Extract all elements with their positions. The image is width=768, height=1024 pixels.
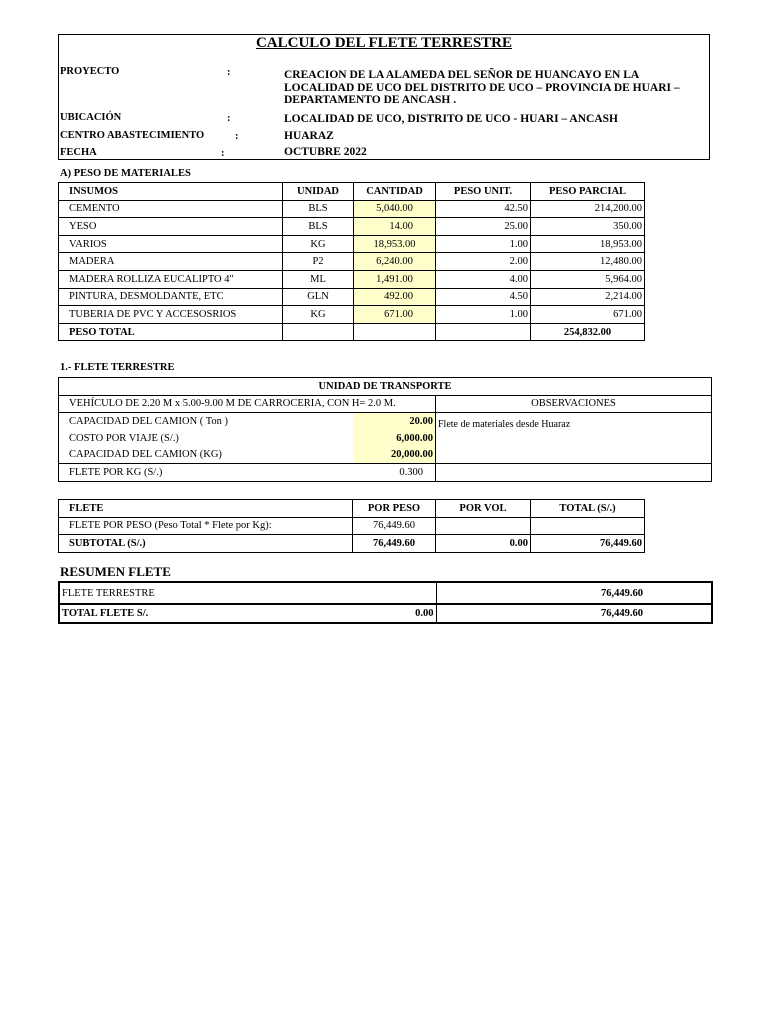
unidad-transporte-row (59, 378, 712, 396)
subtotal-total: 76,449.60 (531, 535, 645, 553)
capacidad-ton-label: CAPACIDAD DEL CAMION ( Ton ) (59, 413, 353, 430)
flete-terrestre-section-title: 1.- FLETE TERRESTRE (60, 362, 175, 373)
unidad-cell: KG (283, 235, 354, 253)
flete-kg-label: FLETE POR KG (S/.) (59, 463, 353, 481)
table-row (59, 270, 645, 288)
resumen-total-mid: 0.00 (415, 607, 434, 619)
resumen-total-cell (59, 604, 436, 623)
unidad-cell: P2 (283, 253, 354, 271)
capacidad-ton-value: 20.00 (353, 413, 436, 430)
cantidad-cell: 6,240.00 (354, 253, 436, 271)
table-row (59, 253, 645, 271)
empty-cell (436, 517, 531, 535)
peso-parcial-cell: 18,953.00 (531, 235, 645, 253)
centro-value: HUARAZ (284, 130, 334, 142)
peso-parcial-cell: 2,214.00 (531, 288, 645, 306)
unidad-transporte-header: UNIDAD DE TRANSPORTE (59, 378, 712, 396)
peso-total-row (59, 323, 645, 341)
table-row (59, 235, 645, 253)
proyecto-colon: : (227, 67, 231, 78)
empty-cell (283, 323, 354, 341)
col-header-por-vol: POR VOL (436, 500, 531, 518)
materiales-table (58, 182, 645, 341)
table-row (59, 218, 645, 236)
cantidad-cell: 5,040.00 (354, 200, 436, 218)
table-row (59, 306, 645, 324)
costo-viaje-value: 6,000.00 (353, 430, 436, 447)
capacidad-ton-row (59, 413, 712, 430)
empty-cell (354, 323, 436, 341)
cantidad-cell: 1,491.00 (354, 270, 436, 288)
vehiculo-description: VEHÍCULO DE 2.20 M x 5.00-9.00 M DE CARROCERIA, CON H= 2.0 M. (59, 395, 436, 413)
centro-label: CENTRO ABASTECIMIENTO (60, 130, 205, 141)
observaciones-header: OBSERVACIONES (436, 395, 712, 413)
centro-colon: : (235, 131, 239, 142)
col-header-cantidad: CANTIDAD (354, 183, 436, 201)
resumen-total-label: TOTAL FLETE S/. (62, 607, 149, 619)
insumo-cell: MADERA (59, 253, 283, 271)
peso-unit-cell: 42.50 (436, 200, 531, 218)
resumen-table (58, 581, 713, 624)
empty-cell (436, 323, 531, 341)
col-header-total: TOTAL (S/.) (531, 500, 645, 518)
capacidad-kg-label: CAPACIDAD DEL CAMION (KG) (59, 446, 353, 463)
peso-unit-cell: 1.00 (436, 235, 531, 253)
flete-header-row (59, 500, 645, 518)
col-header-flete: FLETE (59, 500, 353, 518)
ubicacion-colon: : (227, 113, 231, 124)
flete-kg-row (59, 463, 712, 481)
peso-parcial-cell: 350.00 (531, 218, 645, 236)
resumen-total-row (59, 604, 712, 623)
unidad-cell: ML (283, 270, 354, 288)
unidad-cell: BLS (283, 218, 354, 236)
flete-por-peso-label: FLETE POR PESO (Peso Total * Flete por Kg): (59, 517, 353, 535)
materiales-header-row (59, 183, 645, 201)
peso-total-label: PESO TOTAL (59, 323, 283, 341)
col-header-peso-unit: PESO UNIT. (436, 183, 531, 201)
empty-cell (436, 463, 712, 481)
peso-unit-cell: 4.50 (436, 288, 531, 306)
materiales-section-title: A) PESO DE MATERIALES (60, 168, 191, 179)
cantidad-cell: 14.00 (354, 218, 436, 236)
resumen-terrestre-row (59, 582, 712, 604)
table-row (59, 200, 645, 218)
proyecto-value: CREACION DE LA ALAMEDA DEL SEÑOR DE HUANCAYO EN LA LOCALIDAD DE UCO DEL DISTRITO DE UCO – PROVINCIA DE HUARI – DEPARTAMENTO DE ANCASH . (284, 69, 680, 106)
observacion-cell: Flete de materiales desde Huaraz (436, 413, 712, 464)
unidad-cell: KG (283, 306, 354, 324)
subtotal-label: SUBTOTAL (S/.) (59, 535, 353, 553)
resumen-total-value: 76,449.60 (436, 604, 712, 623)
unidad-cell: GLN (283, 288, 354, 306)
col-header-por-peso: POR PESO (353, 500, 436, 518)
peso-unit-cell: 4.00 (436, 270, 531, 288)
insumo-cell: PINTURA, DESMOLDANTE, ETC (59, 288, 283, 306)
col-header-insumos: INSUMOS (59, 183, 283, 201)
flete-kg-value: 0.300 (353, 463, 436, 481)
peso-parcial-cell: 214,200.00 (531, 200, 645, 218)
subtotal-row (59, 535, 645, 553)
col-header-peso-parcial: PESO PARCIAL (531, 183, 645, 201)
insumo-cell: TUBERIA DE PVC Y ACCESOSRIOS (59, 306, 283, 324)
costo-viaje-label: COSTO POR VIAJE (S/.) (59, 430, 353, 447)
fecha-value: OCTUBRE 2022 (284, 146, 367, 158)
peso-unit-cell: 2.00 (436, 253, 531, 271)
cantidad-cell: 671.00 (354, 306, 436, 324)
peso-parcial-cell: 12,480.00 (531, 253, 645, 271)
flete-por-peso-row (59, 517, 645, 535)
insumo-cell: YESO (59, 218, 283, 236)
peso-parcial-cell: 671.00 (531, 306, 645, 324)
resumen-terrestre-value: 76,449.60 (436, 582, 712, 604)
fecha-colon: : (221, 148, 225, 159)
insumo-cell: MADERA ROLLIZA EUCALIPTO 4" (59, 270, 283, 288)
ubicacion-value: LOCALIDAD DE UCO, DISTRITO DE UCO - HUARI – ANCASH (284, 113, 618, 125)
unidad-cell: BLS (283, 200, 354, 218)
resumen-terrestre-label: FLETE TERRESTRE (59, 582, 436, 604)
capacidad-kg-value: 20,000.00 (353, 446, 436, 463)
resumen-title: RESUMEN FLETE (60, 564, 171, 579)
subtotal-por-peso: 76,449.60 (353, 535, 436, 553)
peso-unit-cell: 1.00 (436, 306, 531, 324)
ubicacion-label: UBICACIÓN (60, 112, 122, 123)
cantidad-cell: 492.00 (354, 288, 436, 306)
insumo-cell: VARIOS (59, 235, 283, 253)
col-header-unidad: UNIDAD (283, 183, 354, 201)
cantidad-cell: 18,953.00 (354, 235, 436, 253)
page-title: CALCULO DEL FLETE TERRESTRE (255, 35, 513, 51)
vehiculo-row (59, 395, 712, 413)
transporte-table (58, 377, 712, 482)
fecha-label: FECHA (60, 147, 97, 158)
flete-table (58, 499, 645, 553)
peso-parcial-cell: 5,964.00 (531, 270, 645, 288)
empty-cell (531, 517, 645, 535)
flete-por-peso-value: 76,449.60 (353, 517, 436, 535)
peso-total-value: 254,832.00 (531, 323, 645, 341)
proyecto-label: PROYECTO (60, 66, 120, 77)
insumo-cell: CEMENTO (59, 200, 283, 218)
subtotal-por-vol: 0.00 (436, 535, 531, 553)
table-row (59, 288, 645, 306)
peso-unit-cell: 25.00 (436, 218, 531, 236)
